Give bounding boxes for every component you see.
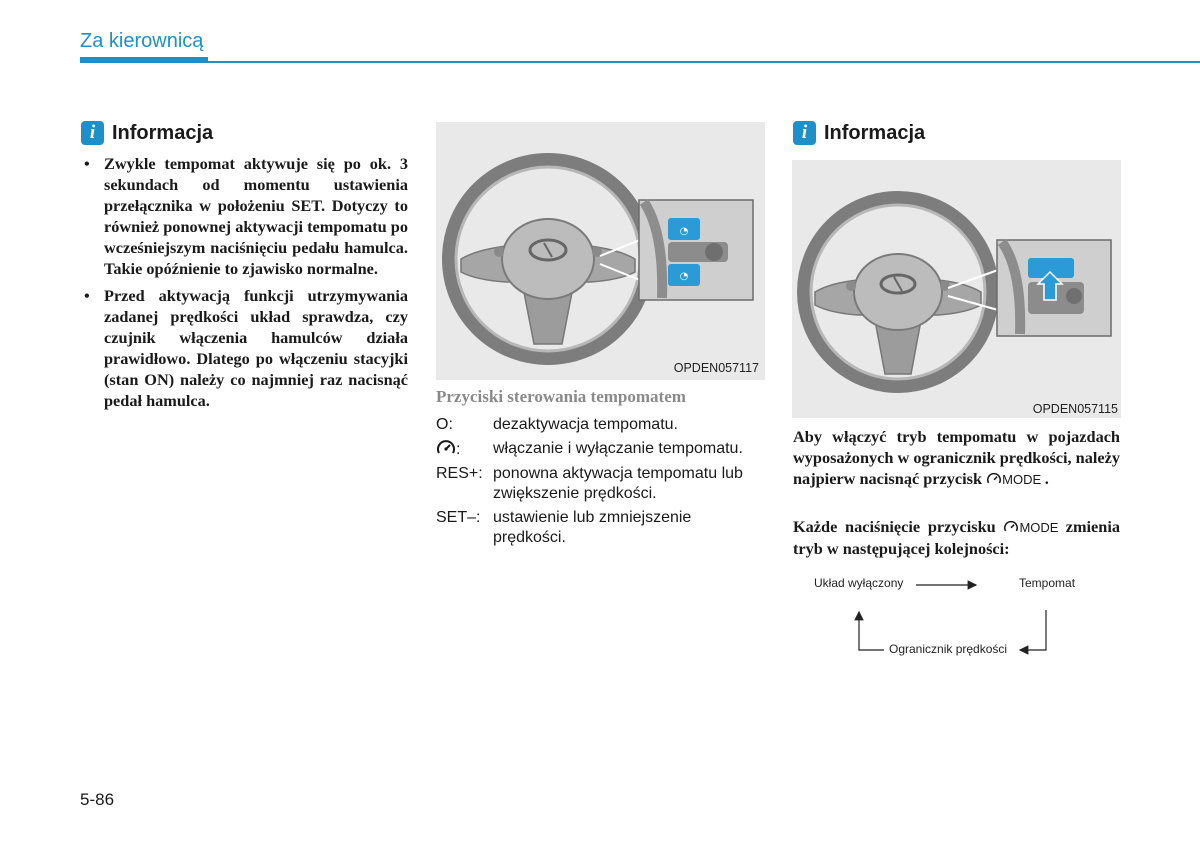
mode-paragraph-1-end: .	[1044, 469, 1049, 488]
cruise-speedometer-icon	[436, 439, 456, 457]
mode-paragraph-2-start: Każde naciśnięcie przycisku	[793, 517, 996, 536]
bullet-item: • Zwykle tempomat aktywuje się po ok. 3 sekundach od momentu ustawienia przełącznika w położeniu SET. Dotyczy to również ponownej aktywacji tempomatu po wcześniejszym naciśnięciu pedału hamulca. Takie opóźnienie to zjawisko normalne.	[81, 153, 408, 279]
mode-button-glyph	[1003, 520, 1065, 535]
mode-button-glyph	[986, 472, 1045, 487]
section-title: Za kierownicą	[80, 30, 204, 52]
definition-desc: ustawienie lub zmniejszenie prędkości.	[493, 509, 692, 546]
mode-paragraph-1-text: Aby włączyć tryb tempomatu w pojazdach wyposażonych w ogranicznik prędkości, należy najpierw nacisnąć przycisk	[793, 427, 1120, 488]
right-info-heading	[793, 121, 925, 145]
steering-wheel-figure	[436, 122, 765, 380]
bullet-item: • Przed aktywacją funkcji utrzymywania zadanej prędkości układ sprawdza, czy czujnik włączenia hamulców działa prawidłowo. Dlatego po włączeniu stacyjki (stan ON) należy co najmniej raz nacisnąć pedał hamulca.	[81, 285, 408, 411]
flow-node-limiter: Ogranicznik prędkości	[889, 642, 1008, 656]
mode-label: MODE	[1002, 472, 1042, 487]
flow-node-off: Układ wyłączony	[814, 576, 904, 590]
left-info-title: Informacja	[112, 121, 214, 144]
definition-row	[436, 464, 766, 504]
steering-wheel-mode-illustration	[792, 160, 1121, 418]
page-number: 5-86	[80, 790, 115, 809]
mode-paragraph-2	[793, 516, 1120, 559]
header-accent-bar	[80, 57, 208, 63]
definition-term-with-icon	[436, 439, 493, 460]
definition-term: O:	[436, 416, 453, 433]
mode-label: MODE	[1019, 520, 1059, 535]
right-info-title: Informacja	[824, 121, 926, 144]
cruise-speedometer-icon	[986, 472, 1002, 486]
mode-button-figure	[792, 160, 1121, 418]
mode-flow-arrows	[850, 580, 1060, 660]
figure-caption: Przyciski sterowania tempomatem	[436, 387, 686, 406]
figure-label: OPDEN057115	[1032, 402, 1118, 416]
definition-desc: włączanie i wyłączanie tempomatu.	[493, 440, 743, 457]
definition-term: RES+:	[436, 465, 483, 482]
header-rule	[80, 61, 1200, 63]
definition-term: :	[456, 441, 461, 458]
figure-label: OPDEN057117	[673, 361, 759, 375]
info-icon: i	[81, 121, 104, 145]
controls-definition-list	[436, 415, 766, 552]
mode-paragraph-1	[793, 426, 1120, 490]
mode-paragraph-2-end: zmienia tryb w następującej kolejności:	[793, 517, 1120, 558]
info-icon: i	[793, 121, 816, 145]
left-info-block	[81, 121, 408, 417]
left-info-bullets	[81, 153, 408, 411]
definition-row	[436, 415, 766, 435]
definition-desc: dezaktywacja tempomatu.	[493, 416, 678, 433]
definition-term: SET–:	[436, 509, 481, 526]
svg-text:◔: ◔	[679, 226, 689, 237]
definition-desc: ponowna aktywacja tempomatu lub zwiększenie prędkości.	[493, 465, 743, 502]
definition-row	[436, 508, 766, 548]
definition-row	[436, 439, 766, 460]
cruise-speedometer-icon	[1003, 520, 1019, 534]
svg-text:◔: ◔	[679, 271, 689, 282]
flow-node-cruise: Tempomat	[1019, 576, 1076, 590]
left-info-heading	[81, 121, 408, 145]
steering-wheel-illustration	[436, 122, 765, 380]
